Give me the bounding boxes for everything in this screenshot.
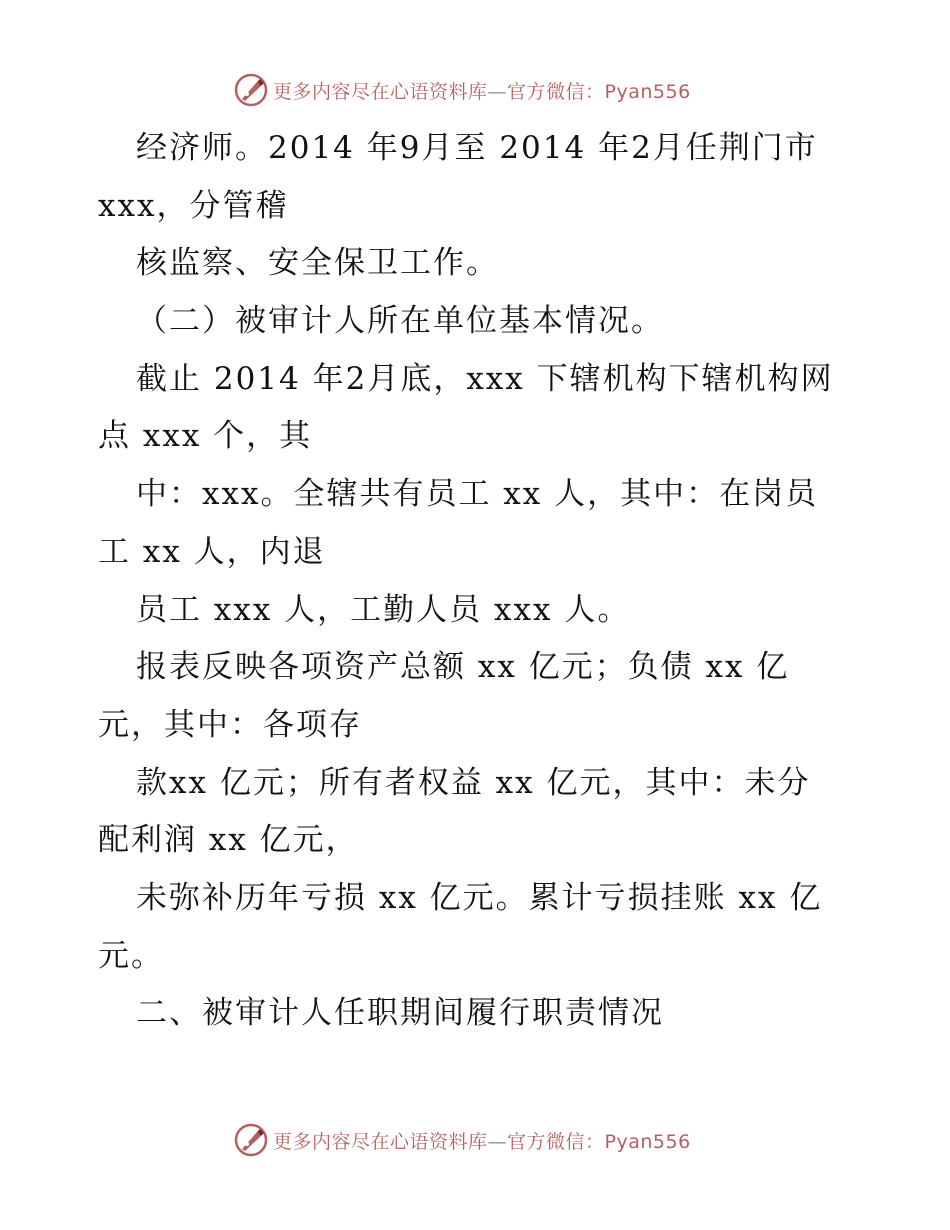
text-line: 截止 2014 年2月底，xxx 下辖机构下辖机构网 xyxy=(136,360,834,397)
header-watermark xyxy=(233,70,691,110)
watermark-wechat-label: 官方微信： xyxy=(507,80,605,103)
footer-watermark xyxy=(233,1120,691,1160)
watermark-wechat-label: 官方微信： xyxy=(507,1130,605,1153)
text-line: 元，其中：各项存 xyxy=(98,706,362,743)
watermark-main-text: 更多内容尽在心语资料库 xyxy=(273,1130,488,1153)
text-line: 报表反映各项资产总额 xx 亿元；负债 xx 亿 xyxy=(136,649,790,686)
text-line: xxx，分管稽 xyxy=(98,187,289,224)
watermark-main-text: 更多内容尽在心语资料库 xyxy=(273,80,488,103)
text-line: 元。 xyxy=(98,937,164,974)
watermark-separator: — xyxy=(487,80,508,103)
text-line: 中：xxx。全辖共有员工 xx 人，其中：在岗员 xyxy=(136,476,819,513)
section-heading: 二、被审计人任职期间履行职责情况 xyxy=(136,995,664,1032)
text-line: 员工 xxx 人，工勤人员 xxx 人。 xyxy=(136,591,631,628)
watermark-wechat-id: Pyan556 xyxy=(604,80,691,103)
watermark-separator: — xyxy=(487,1130,508,1153)
section-subheading: （二）被审计人所在单位基本情况。 xyxy=(136,303,664,340)
text-line: 核监察、安全保卫工作。 xyxy=(136,245,499,282)
text-line: 配利润 xx 亿元， xyxy=(98,822,359,859)
document-body xyxy=(98,120,868,1043)
pen-nib-logo-icon xyxy=(233,1122,269,1158)
text-line: 未弥补历年亏损 xx 亿元。累计亏损挂账 xx 亿 xyxy=(136,879,823,916)
pen-nib-logo-icon xyxy=(233,72,269,108)
watermark-wechat-id: Pyan556 xyxy=(604,1130,691,1153)
text-line: 款xx 亿元；所有者权益 xx 亿元，其中：未分 xyxy=(136,764,811,801)
text-line: 点 xxx 个，其 xyxy=(98,418,313,455)
text-line: 经济师。2014 年9月至 2014 年2月任荆门市 xyxy=(136,130,818,166)
text-line: 工 xx 人，内退 xyxy=(98,533,326,570)
